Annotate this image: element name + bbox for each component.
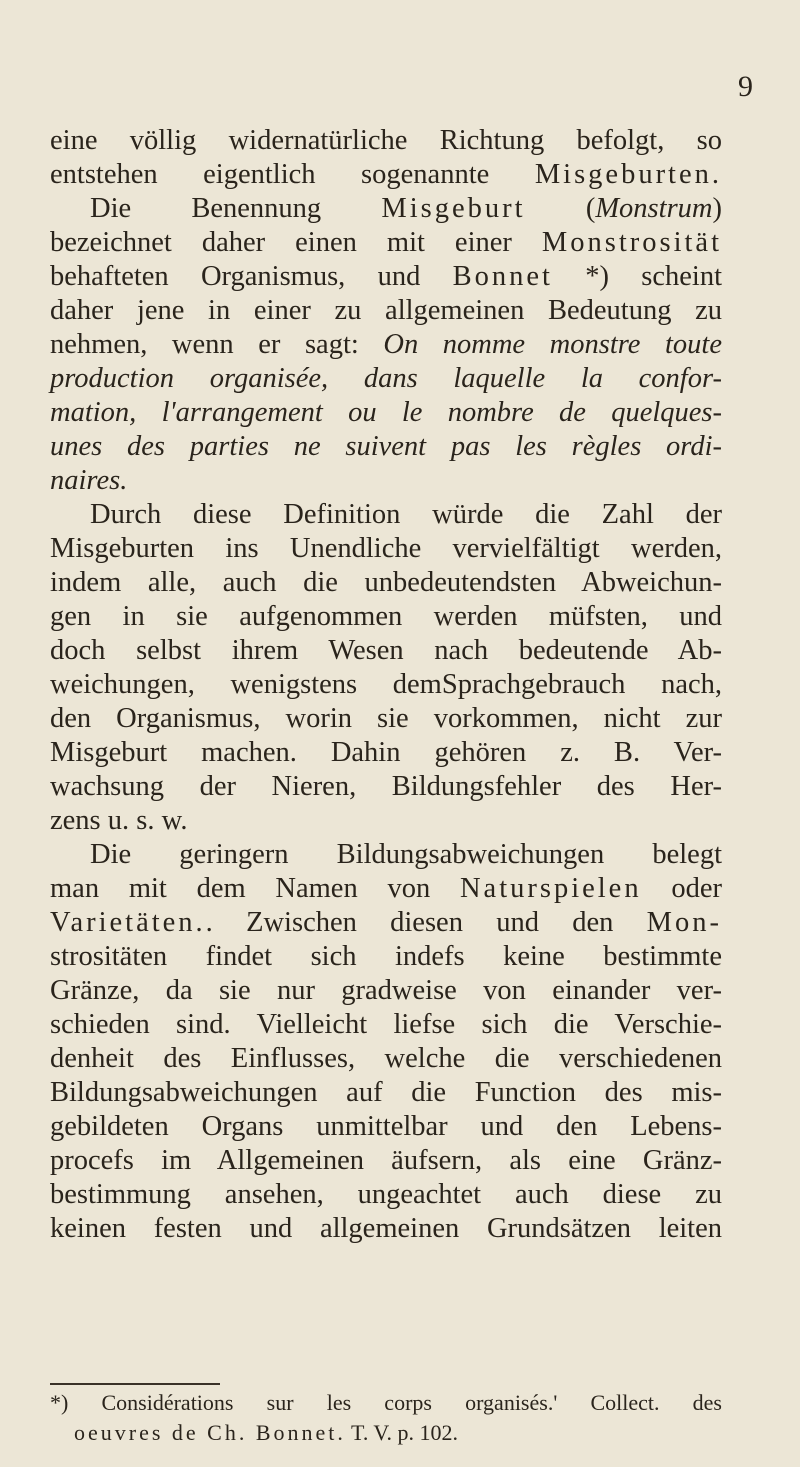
page-number: 9 bbox=[738, 70, 754, 103]
footnote-line: oeuvres de Ch. Bonnet. T. V. p. 102. bbox=[74, 1420, 458, 1445]
spaced-term: Mon- bbox=[646, 907, 722, 938]
text-line: indem alle, auch die unbedeutendsten Abweichun- bbox=[50, 567, 722, 598]
footnote bbox=[50, 1388, 722, 1448]
text-line: schieden sind. Vielleicht liefse sich die Verschie- bbox=[50, 1009, 722, 1040]
text-line: Gränze, da sie nur gradweise von einander ver- bbox=[50, 975, 722, 1006]
text-line: doch selbst ihrem Wesen nach bedeutende Ab- bbox=[50, 635, 722, 666]
text-line: mation, l'arrangement ou le nombre de quelques- bbox=[50, 397, 722, 428]
text-line: Bildungsabweichungen auf die Function des mis- bbox=[50, 1077, 722, 1108]
text-line: behafteten Organismus, und Bonnet *) scheint bbox=[50, 261, 722, 292]
text-line: entstehen eigentlich sogenannte Misgeburten. bbox=[50, 159, 722, 190]
latin-term: Monstrum bbox=[595, 193, 713, 224]
text-line: production organisée, dans laquelle la confor- bbox=[50, 363, 722, 394]
footnote-rule bbox=[50, 1383, 220, 1385]
spaced-term: Misgeburt bbox=[381, 193, 526, 224]
text-line: denheit des Einflusses, welche die verschiedenen bbox=[50, 1043, 722, 1074]
text-line: gebildeten Organs unmittelbar und den Lebens- bbox=[50, 1111, 722, 1142]
text-line: den Organismus, worin sie vorkommen, nicht zur bbox=[50, 703, 722, 734]
text-line: Misgeburten ins Unendliche vervielfältigt werden, bbox=[50, 533, 722, 564]
text-line: Misgeburt machen. Dahin gehören z. B. Ver- bbox=[50, 737, 722, 768]
spaced-term: Monstrosität bbox=[541, 227, 722, 258]
text-line: Durch diese Definition würde die Zahl der bbox=[90, 499, 722, 530]
text-line: procefs im Allgemeinen äufsern, als eine Gränz- bbox=[50, 1145, 722, 1176]
text-line: daher jene in einer zu allgemeinen Bedeutung zu bbox=[50, 295, 722, 326]
spaced-term: Bonnet bbox=[452, 261, 553, 292]
text-line: bestimmung ansehen, ungeachtet auch diese zu bbox=[50, 1179, 722, 1210]
text-line: man mit dem Namen von Naturspielen oder bbox=[50, 873, 722, 904]
spaced-term: Naturspielen bbox=[459, 873, 642, 904]
text-line: naires. bbox=[50, 465, 128, 496]
text-line: zens u. s. w. bbox=[50, 805, 188, 836]
text-line: unes des parties ne suivent pas les règles ordi- bbox=[50, 431, 722, 462]
text-line: wachsung der Nieren, Bildungsfehler des Her- bbox=[50, 771, 722, 802]
spaced-term: Misgeburten. bbox=[534, 159, 722, 190]
text-line: keinen festen und allgemeinen Grundsätzen leiten bbox=[50, 1213, 722, 1244]
text-line: bezeichnet daher einen mit einer Monstrosität bbox=[50, 227, 722, 258]
text-line: Die geringern Bildungsabweichungen belegt bbox=[90, 839, 722, 870]
text-line: Varietäten.. Zwischen diesen und den Mon- bbox=[50, 907, 722, 938]
text-line: strositäten findet sich indefs keine bestimmte bbox=[50, 941, 722, 972]
text-line: weichungen, wenigstens demSprachgebrauch nach, bbox=[50, 669, 722, 700]
text-line: Die Benennung Misgeburt (Monstrum) bbox=[90, 193, 722, 224]
french-quote: On nomme monstre toute bbox=[383, 329, 722, 360]
text-line: nehmen, wenn er sagt: On nomme monstre toute bbox=[50, 329, 722, 360]
spaced-term: Varietäten. bbox=[50, 907, 206, 938]
text-line: gen in sie aufgenommen werden müfsten, und bbox=[50, 601, 722, 632]
body-text bbox=[50, 124, 722, 1246]
text-line: eine völlig widernatürliche Richtung befolgt, so bbox=[50, 125, 722, 156]
footnote-line: *) Considérations sur les corps organisés.' Collect. des bbox=[50, 1390, 722, 1415]
footnote-mark: *) bbox=[585, 261, 609, 292]
